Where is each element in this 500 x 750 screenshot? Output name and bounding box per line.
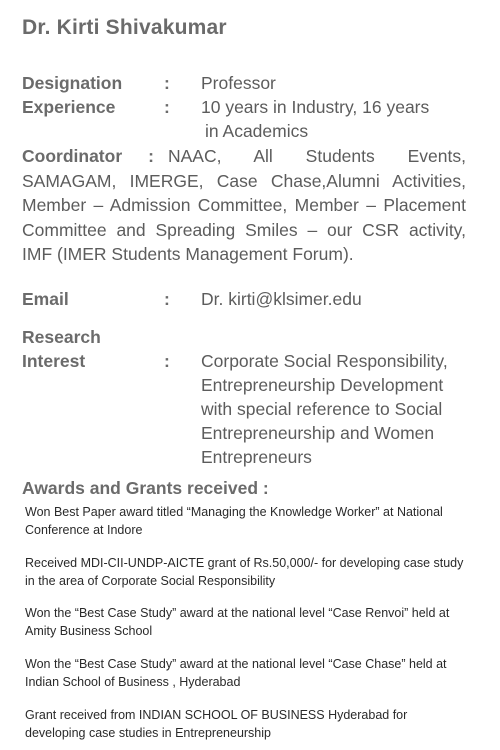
research-value-line: Entrepreneurs	[201, 447, 312, 467]
faculty-name: Dr. Kirti Shivakumar	[22, 16, 227, 39]
research-colon: :	[164, 351, 170, 371]
research-label-line1: Research	[22, 327, 101, 347]
award-item: Won Best Paper award titled “Managing the Knowledge Worker” at National Conference at Indore	[25, 505, 443, 537]
research-value-line: Corporate Social Responsibility,	[201, 351, 448, 371]
designation-value: Professor	[201, 73, 276, 93]
designation-label: Designation	[22, 73, 123, 93]
experience-value-line2: in Academics	[205, 121, 309, 141]
awards-heading: Awards and Grants received :	[22, 478, 269, 498]
designation-colon: :	[164, 73, 170, 93]
award-item: Received MDI-CII-UNDP-AICTE grant of Rs.50,000/- for developing case study in the area of Corporate Social Responsibility	[25, 556, 464, 588]
research-value-line: with special reference to Social	[201, 399, 443, 419]
experience-colon: :	[164, 97, 170, 117]
award-item: Won the “Best Case Study” award at the national level “Case Renvoi” held at Amity Business School	[25, 606, 450, 638]
research-value-line: Entrepreneurship and Women	[201, 423, 435, 443]
experience-label: Experience	[22, 97, 116, 117]
research-label-line2: Interest	[22, 351, 86, 371]
coordinator-colon: :	[148, 146, 154, 166]
email-colon: :	[164, 289, 170, 309]
experience-value-line1: 10 years in Industry, 16 years	[201, 97, 430, 117]
email-label: Email	[22, 289, 69, 309]
research-value-line: Entrepreneurship Development	[201, 375, 444, 395]
email-value: Dr. kirti@klsimer.edu	[201, 289, 362, 309]
coordinator-label: Coordinator	[22, 146, 123, 166]
award-item: Won the “Best Case Study” award at the national level “Case Chase” held at Indian School of Business , Hyderabad	[25, 657, 447, 689]
award-item: Grant received from INDIAN SCHOOL OF BUSINESS Hyderabad for developing case studies in Entrepreneurship	[25, 708, 408, 740]
coordinator-block	[22, 144, 466, 267]
coordinator-value: NAAC, All Students Events, SAMAGAM, IMERGE, Case Chase,Alumni Activities, Member – Admission Committee, Member – Placement Committee and Spreading Smiles – our CSR activity, IMF (IMER Students Management Forum).	[22, 146, 466, 264]
